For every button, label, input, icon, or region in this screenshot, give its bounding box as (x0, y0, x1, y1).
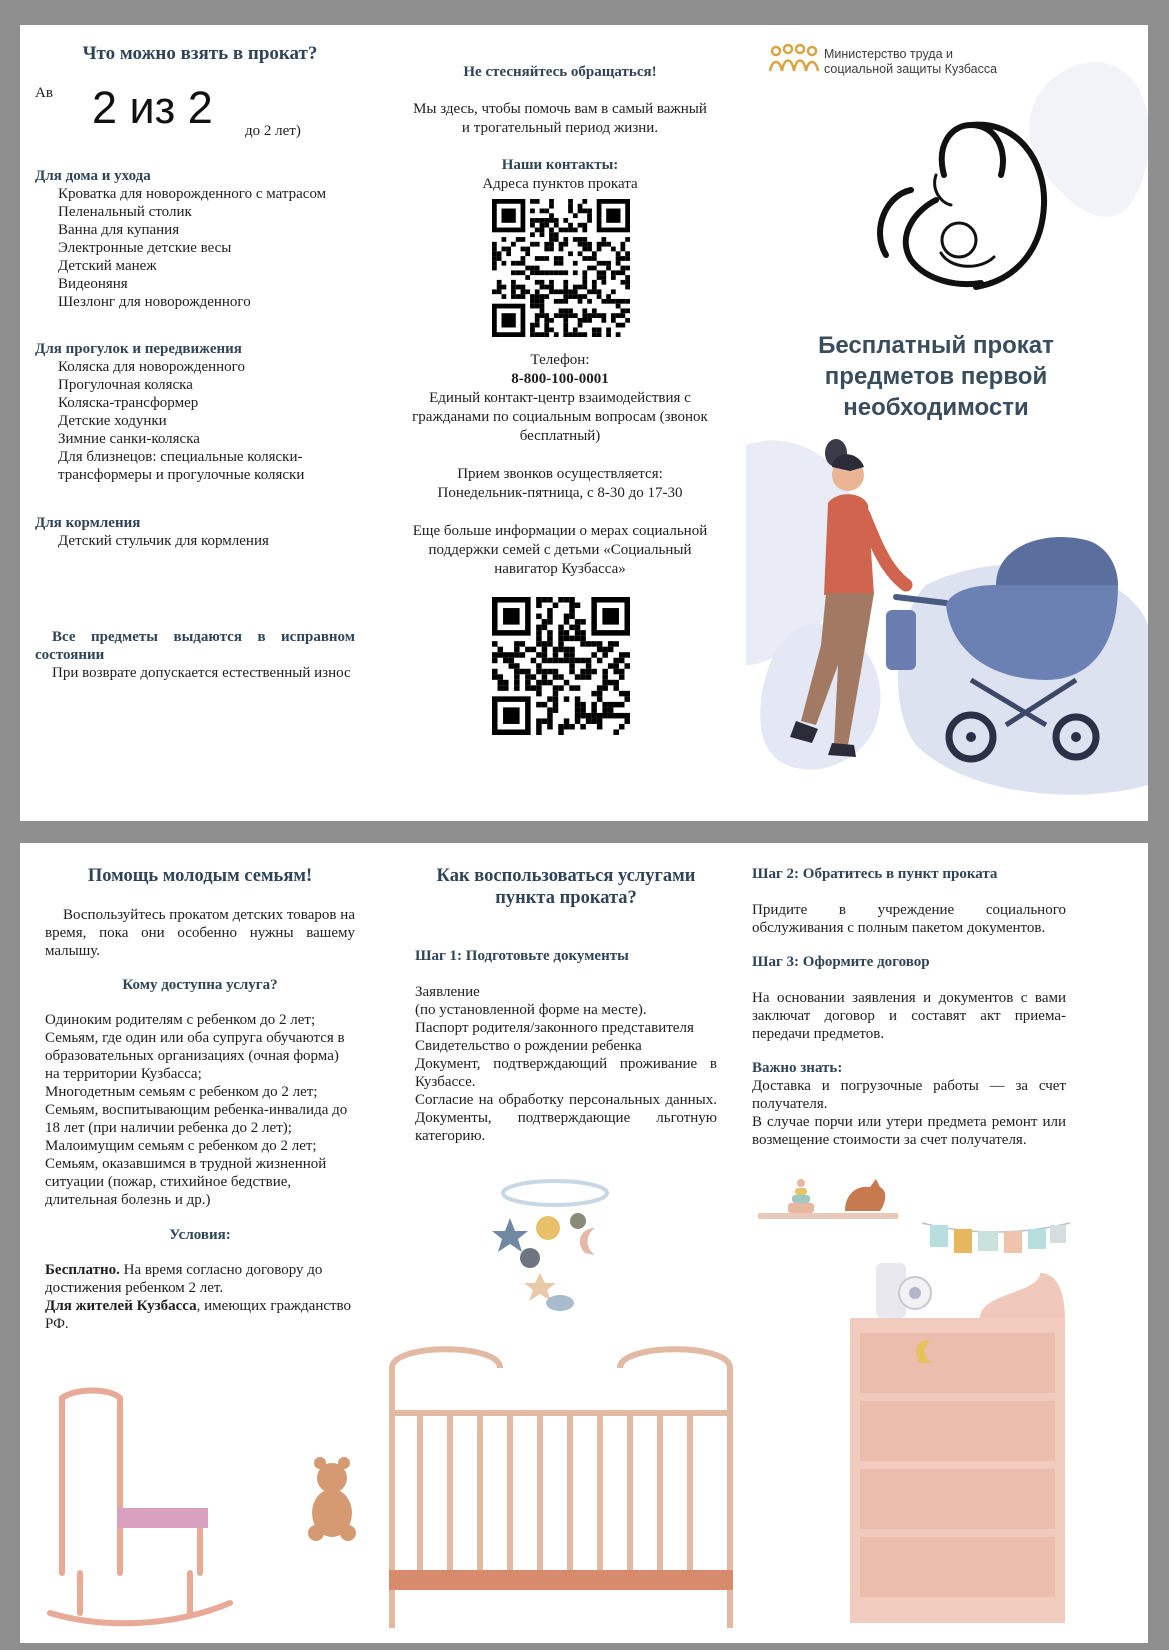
rental-section (35, 340, 365, 484)
step1-title: Шаг 1: Подготовьте документы (415, 948, 629, 964)
step1-item: Заявление (415, 984, 480, 1000)
hours-label: Прием звонков осуществляется: (457, 466, 663, 482)
condition-note (35, 628, 355, 682)
who-item: Семьям, где один или оба супруга обучаются в образовательных организациях (очная форма) на территории Кузбасса; (45, 1030, 345, 1082)
step2-text: Придите в учреждение социального обслуживания с полным пакетом документов. (752, 902, 1066, 936)
step1-item: (по установленной форме на месте). (415, 1002, 647, 1018)
rental-item: Детский манеж (58, 258, 157, 274)
toy-shelf-icon (758, 1179, 898, 1219)
step1-item: Документ, подтверждающий проживание в Кузбассе. (415, 1056, 717, 1090)
important-item: Доставка и погрузочные работы — за счет получателя. (752, 1078, 1066, 1112)
rental-item: Детские ходунки (58, 413, 167, 429)
baby-mobile-icon (492, 1181, 607, 1311)
p2-col2 (415, 865, 717, 1145)
condition-1-text: На время согласно договору до достижения ребенком 2 лет. (45, 1262, 323, 1296)
who-title: Кому доступна услуга? (122, 977, 278, 993)
brochure-page-1 (20, 25, 1148, 821)
step1-item: Свидетельство о рождении ребенка (415, 1038, 642, 1054)
rental-item: Пеленальный столик (58, 204, 192, 220)
teddy-bear-icon (308, 1457, 356, 1541)
cover-illustration (746, 25, 1148, 821)
cover-title: Бесплатный прокат предметов первой необходимости (818, 332, 1054, 421)
col1-intro-end: до 2 лет) (245, 123, 301, 139)
cover-panel (746, 25, 1148, 821)
col1-heading: Что можно взять в прокат? (82, 43, 318, 64)
step2-title: Шаг 2: Обратитесь в пункт проката (752, 866, 998, 882)
who-item: Одиноким родителям с ребенком до 2 лет; (45, 1012, 316, 1028)
condition-2-text: , имеющих гражданство РФ. (45, 1298, 352, 1332)
qr-code-social-navigator[interactable] (492, 597, 630, 735)
nursery-illustrations (20, 1173, 1148, 1643)
hours: Понедельник-пятница, с 8-30 до 17-30 (437, 485, 683, 501)
ministry-line-1: Министерство труда и (824, 47, 953, 61)
rental-item: Коляска для новорожденного (58, 359, 245, 375)
condition-2-bold: Для жителей Кузбасса (45, 1298, 197, 1314)
conditions-title: Условия: (169, 1227, 231, 1243)
p2-col3 (752, 865, 1066, 1149)
step3-title: Шаг 3: Оформите договор (752, 954, 930, 970)
col2-heading: Не стесняйтесь обращаться! (463, 64, 657, 80)
phone-label: Телефон: (530, 352, 590, 368)
condition-1-bold: Бесплатно. (45, 1262, 120, 1278)
ministry-line-2: социальной защиты Кузбасса (824, 62, 998, 76)
rental-item: Видеоняня (58, 276, 128, 292)
baby-clothes-garland-icon (922, 1223, 1070, 1253)
qr-code-addresses[interactable] (492, 199, 630, 337)
rental-section (35, 514, 365, 550)
condition-note-text: При возврате допускается естественный износ (52, 665, 351, 681)
contacts-title: Наши контакты: (501, 157, 619, 173)
who-item: Малоимущим семьям с ребенком до 2 лет; (45, 1138, 317, 1154)
help-heading: Помощь молодым семьям! (87, 866, 313, 886)
who-item: Семьям, оказавшимся в трудной жизненной ситуации (пожар, стихийное бедствие, длительная болезнь и др.) (45, 1156, 327, 1208)
condition-note-title: Все предметы выдаются в исправном состоянии (35, 629, 355, 663)
step1-list (415, 983, 717, 1145)
important-item: В случае порчи или утери предмета ремонт или возмещение стоимости за счет получателя. (752, 1114, 1066, 1148)
contacts-sub: Адреса пунктов проката (482, 176, 638, 192)
rental-item: Для близнецов: специальные коляски-трансформеры и прогулочные коляски (58, 449, 305, 483)
who-item: Многодетным семьям с ребенком до 2 лет; (45, 1084, 318, 1100)
rental-section-title: Для прогулок и передвижения (35, 341, 242, 357)
col2-intro: Мы здесь, чтобы помочь вам в самый важный и трогательный период жизни. (413, 101, 707, 136)
rental-item: Детский стульчик для кормления (58, 533, 269, 549)
rental-item: Зимние санки-коляска (58, 431, 200, 447)
ministry-name (824, 47, 997, 77)
more-info: Еще больше информации о мерах социальной поддержки семей с детьми «Социальный навигатор Кузбасса» (412, 523, 708, 577)
rental-item: Коляска-трансформер (58, 395, 199, 411)
col2-contacts (405, 351, 715, 579)
rental-items-list (35, 167, 365, 579)
mother-baby-logo (880, 125, 1044, 287)
important-list (752, 1077, 1066, 1149)
phone-number: 8-800-100-0001 (511, 371, 609, 387)
rental-item: Электронные детские весы (58, 240, 232, 256)
rental-item: Прогулочная коляска (58, 377, 193, 393)
crib-icon (392, 1349, 730, 1628)
important-title: Важно знать: (752, 1060, 843, 1076)
rocking-chair-icon (50, 1391, 230, 1624)
rental-section-title: Для кормления (35, 515, 141, 531)
col2-top (410, 63, 710, 194)
help-intro: Воспользуйтесь прокатом детских товаров на время, пока они особенно нужны вашему малышу. (45, 907, 355, 959)
step3-text: На основании заявления и документов с вами заключат договор и составят акт приема-передачи предметов. (752, 990, 1066, 1042)
step1-item: Паспорт родителя/законного представителя (415, 1020, 694, 1036)
phone-desc: Единый контакт-центр взаимодействия с гражданами по социальным вопросам (звонок бесплатный) (412, 390, 708, 444)
rental-item: Кроватка для новорожденного с матрасом (58, 186, 327, 202)
brochure-page-2 (20, 843, 1148, 1643)
step1-item: Согласие на обработку персональных данных. Документы, подтверждающие льготную категорию. (415, 1092, 717, 1144)
how-heading: Как воспользоваться услугами пункта проката? (436, 866, 696, 908)
rental-section (35, 167, 365, 311)
rental-item: Шезлонг для новорожденного (58, 294, 251, 310)
col1-intro-start: Ав (35, 85, 53, 101)
changing-dresser-icon (850, 1263, 1065, 1623)
page-indicator: 2 из 2 (90, 82, 227, 138)
who-item: Семьям, воспитывающим ребенка-инвалида до 18 лет (при наличии ребенка до 2 лет); (45, 1102, 348, 1136)
rental-item: Ванна для купания (58, 222, 180, 238)
ministry-logo-icon (768, 43, 820, 73)
rental-section-title: Для дома и ухода (35, 168, 151, 184)
